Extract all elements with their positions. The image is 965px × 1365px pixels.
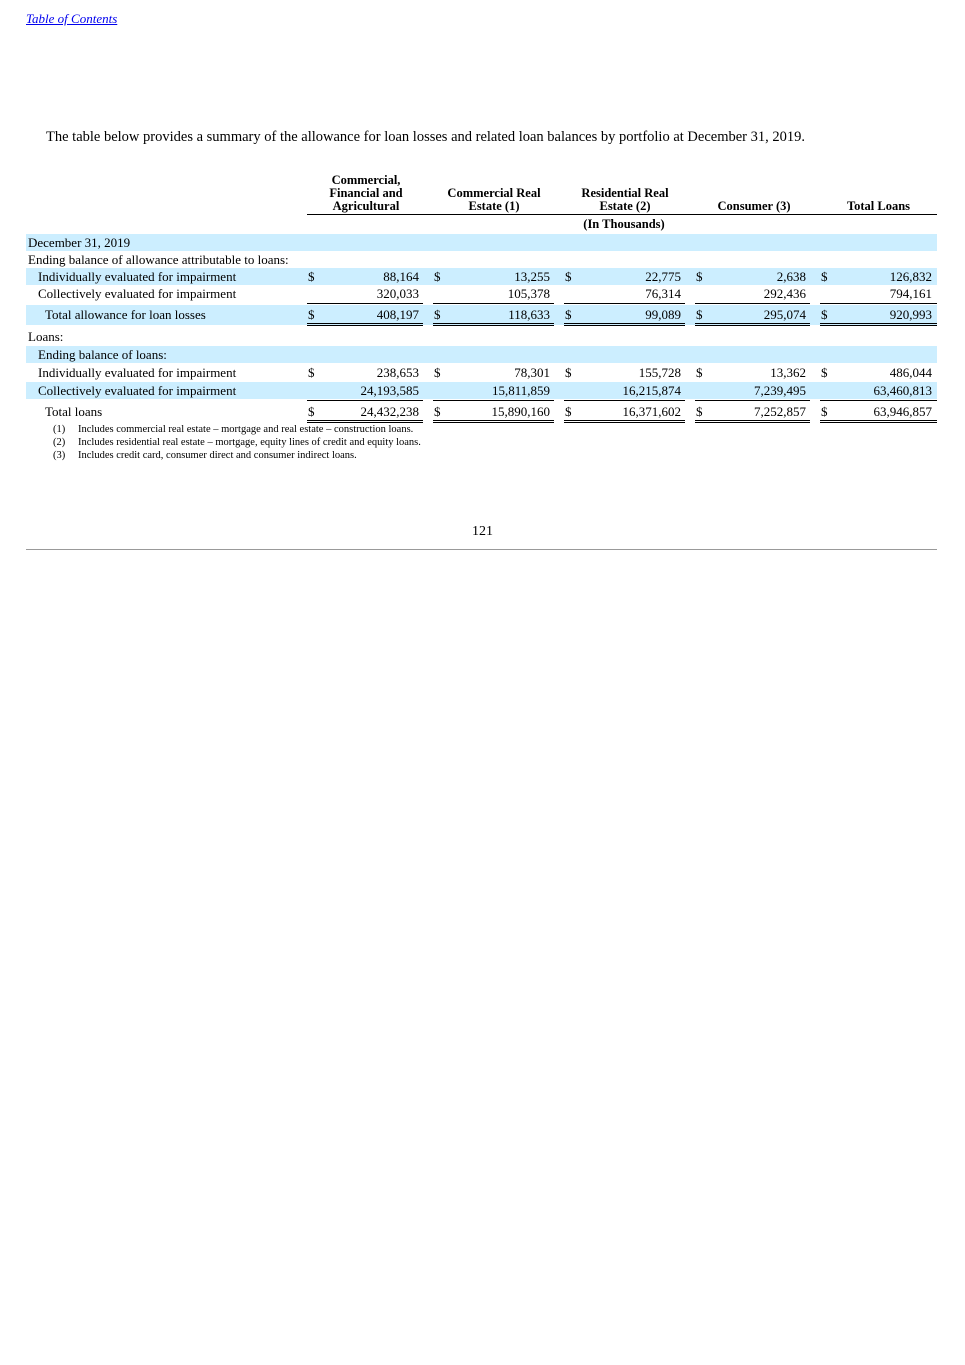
currency-symbol: $ <box>434 269 441 284</box>
subtotal-rule <box>433 303 554 304</box>
footnote-number: (1) <box>53 424 66 435</box>
loans-heading: Loans: <box>28 329 64 344</box>
row-label: Collectively evaluated for impairment <box>38 383 237 398</box>
page-number: 121 <box>472 524 493 539</box>
row-label: Total loans <box>45 404 103 419</box>
col-header-consumer: Consumer (3) <box>717 199 791 213</box>
cell-value: 320,033 <box>376 286 419 301</box>
footnote-text: Includes residential real estate – mortgage, equity lines of credit and equity loans. <box>78 437 421 448</box>
currency-symbol: $ <box>821 404 828 419</box>
cell-value: 408,197 <box>376 307 419 322</box>
cell-value: 16,215,874 <box>622 383 681 398</box>
currency-symbol: $ <box>308 307 315 322</box>
units-row <box>26 215 937 234</box>
footnote-number: (3) <box>53 450 66 461</box>
cell-value: 486,044 <box>889 365 932 380</box>
cell-value: 78,301 <box>514 365 550 380</box>
cell-value: 2,638 <box>776 269 806 284</box>
currency-symbol: $ <box>565 365 572 380</box>
period-row <box>26 234 937 251</box>
currency-symbol: $ <box>821 269 828 284</box>
total-double-rule <box>695 420 810 423</box>
col-header-residential-real-estate: Residential Real Estate (2) <box>581 186 669 213</box>
cell-value: 24,432,238 <box>360 404 419 419</box>
total-double-rule <box>820 420 937 423</box>
currency-symbol: $ <box>308 404 315 419</box>
cell-value: 292,436 <box>763 286 806 301</box>
cell-value: 15,890,160 <box>491 404 550 419</box>
table-row-total <box>26 305 937 325</box>
currency-symbol: $ <box>696 404 703 419</box>
cell-value: 63,460,813 <box>873 383 932 398</box>
currency-symbol: $ <box>308 365 315 380</box>
currency-symbol: $ <box>821 307 828 322</box>
row-label: Individually evaluated for impairment <box>38 365 237 380</box>
row-label: Total allowance for loan losses <box>45 307 206 322</box>
row-label: Individually evaluated for impairment <box>38 269 237 284</box>
total-double-rule <box>564 323 685 326</box>
cell-value: 88,164 <box>383 269 419 284</box>
total-double-rule <box>695 323 810 326</box>
subtotal-rule <box>564 400 685 401</box>
table-row <box>26 364 937 381</box>
cell-value: 7,239,495 <box>754 383 806 398</box>
intro-paragraph: The table below provides a summary of the allowance for loan losses and related loan balances by portfolio at December 31, 2019. <box>46 129 805 145</box>
loans-subheading-row <box>26 346 937 363</box>
cell-value: 920,993 <box>889 307 932 322</box>
currency-symbol: $ <box>565 404 572 419</box>
total-double-rule <box>820 323 937 326</box>
page-divider <box>26 549 937 550</box>
loans-subheading: Ending balance of loans: <box>38 347 167 362</box>
currency-symbol: $ <box>696 269 703 284</box>
total-double-rule <box>433 420 554 423</box>
cell-value: 7,252,857 <box>754 404 806 419</box>
allowance-table <box>26 170 937 422</box>
currency-symbol: $ <box>308 269 315 284</box>
cell-value: 63,946,857 <box>873 404 932 419</box>
table-row-total <box>26 402 937 422</box>
currency-symbol: $ <box>434 307 441 322</box>
currency-symbol: $ <box>696 365 703 380</box>
cell-value: 99,089 <box>645 307 681 322</box>
cell-value: 76,314 <box>645 286 681 301</box>
cell-value: 126,832 <box>889 269 932 284</box>
cell-value: 794,161 <box>889 286 932 301</box>
currency-symbol: $ <box>565 269 572 284</box>
footnote-text: Includes credit card, consumer direct and consumer indirect loans. <box>78 450 357 461</box>
currency-symbol: $ <box>434 404 441 419</box>
currency-symbol: $ <box>565 307 572 322</box>
subtotal-rule <box>820 303 937 304</box>
cell-value: 24,193,585 <box>360 383 419 398</box>
currency-symbol: $ <box>821 365 828 380</box>
cell-value: 295,074 <box>763 307 806 322</box>
subtotal-rule <box>820 400 937 401</box>
table-header <box>26 170 937 215</box>
loans-heading-row <box>26 328 937 345</box>
col-header-commercial-financial: Commercial, Financial and Agricultural <box>329 173 403 213</box>
cell-value: 238,653 <box>376 365 419 380</box>
cell-value: 15,811,859 <box>491 383 550 398</box>
allowance-heading-row <box>26 251 937 268</box>
subtotal-rule <box>307 303 423 304</box>
total-double-rule <box>433 323 554 326</box>
period-label: December 31, 2019 <box>28 235 131 250</box>
total-double-rule <box>307 323 423 326</box>
subtotal-rule <box>695 400 810 401</box>
units-label: (In Thousands) <box>583 217 665 231</box>
table-of-contents-link[interactable]: Table of Contents <box>26 11 118 26</box>
cell-value: 105,378 <box>507 286 550 301</box>
cell-value: 16,371,602 <box>622 404 681 419</box>
allowance-heading: Ending balance of allowance attributable to loans: <box>28 252 289 267</box>
subtotal-rule <box>307 400 423 401</box>
subtotal-rule <box>695 303 810 304</box>
cell-value: 13,362 <box>770 365 806 380</box>
col-header-commercial-real-estate: Commercial Real Estate (1) <box>447 186 541 213</box>
cell-value: 22,775 <box>645 269 681 284</box>
currency-symbol: $ <box>434 365 441 380</box>
subtotal-rule <box>433 400 554 401</box>
currency-symbol: $ <box>696 307 703 322</box>
table-row <box>26 382 937 399</box>
cell-value: 118,633 <box>508 307 550 322</box>
cell-value: 13,255 <box>514 269 550 284</box>
footnote-text: Includes commercial real estate – mortgage and real estate – construction loans. <box>78 424 414 435</box>
cell-value: 155,728 <box>638 365 681 380</box>
footnote-number: (2) <box>53 437 66 448</box>
row-label: Collectively evaluated for impairment <box>38 286 237 301</box>
total-double-rule <box>564 420 685 423</box>
subtotal-rule <box>564 303 685 304</box>
table-row <box>26 285 937 302</box>
table-row <box>26 268 937 285</box>
col-header-total-loans: Total Loans <box>846 199 911 213</box>
